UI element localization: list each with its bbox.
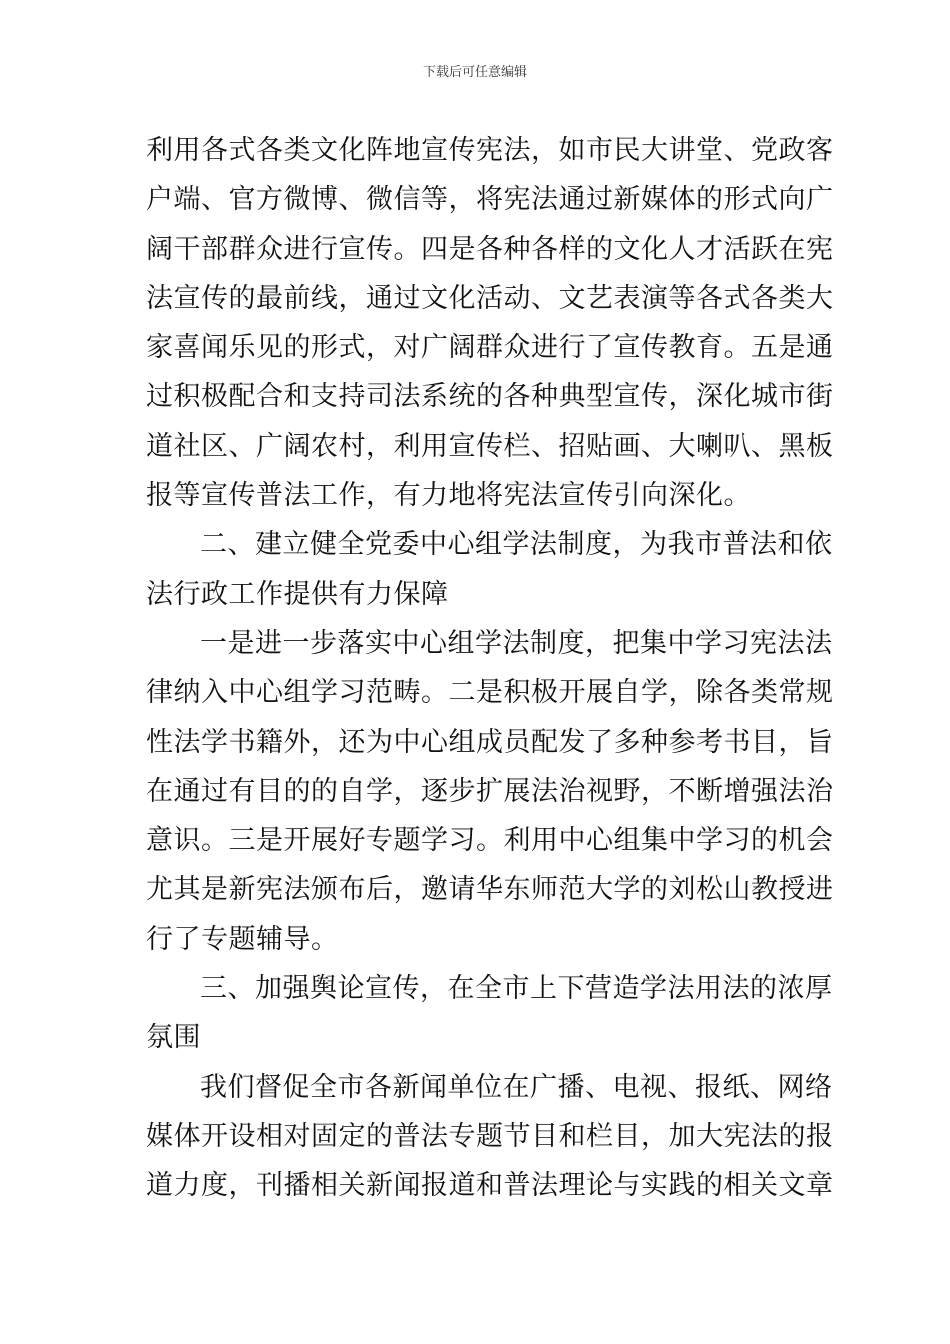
text-line: 利用各式各类文化阵地宣传宪法，如市民大讲堂、党政客 bbox=[146, 135, 834, 166]
text-line: 媒体开设相对固定的普法专题节目和栏目，加大宪法的报 bbox=[146, 1120, 834, 1152]
text-line: 性法学书籍外，还为中心组成员配发了多种参考书目，旨 bbox=[146, 726, 834, 758]
text-line: 户端、官方微博、微信等，将宪法通过新媒体的形式向广 bbox=[146, 184, 834, 216]
text-line: 二、建立健全党委中心组学法制度，为我市普法和依 bbox=[200, 529, 833, 561]
text-line: 尤其是新宪法颁布后，邀请华东师范大学的刘松山教授进 bbox=[146, 874, 834, 906]
text-line: 道社区、广阔农村，利用宣传栏、招贴画、大喇叭、黑板 bbox=[146, 430, 834, 462]
text-line: 道力度，刊播相关新闻报道和普法理论与实践的相关文章 bbox=[146, 1170, 834, 1202]
text-line: 一是进一步落实中心组学法制度，把集中学习宪法法 bbox=[200, 627, 833, 659]
text-line: 意识。三是开展好专题学习。利用中心组集中学习的机会 bbox=[146, 825, 834, 857]
text-line: 我们督促全市各新闻单位在广播、电视、报纸、网络 bbox=[200, 1071, 833, 1103]
text-line: 氛围 bbox=[146, 1022, 201, 1054]
text-line: 法行政工作提供有力保障 bbox=[146, 578, 449, 610]
text-line: 律纳入中心组学习范畴。二是积极开展自学，除各类常规 bbox=[146, 677, 834, 709]
text-line: 过积极配合和支持司法系统的各种典型宣传，深化城市街 bbox=[146, 381, 834, 413]
text-line: 报等宣传普法工作，有力地将宪法宣传引向深化。 bbox=[146, 480, 751, 512]
text-line: 家喜闻乐见的形式，对广阔群众进行了宣传教育。五是通 bbox=[146, 332, 834, 364]
text-line: 行了专题辅导。 bbox=[146, 923, 339, 955]
page-header: 下载后可任意编辑 bbox=[422, 65, 527, 80]
text-line: 在通过有目的的自学，逐步扩展法治视野，不断增强法治 bbox=[146, 775, 834, 807]
text-line: 三、加强舆论宣传，在全市上下营造学法用法的浓厚 bbox=[200, 973, 833, 1005]
text-line: 法宣传的最前线，通过文化活动、文艺表演等各式各类大 bbox=[146, 282, 834, 314]
document-body bbox=[146, 126, 834, 1211]
text-line: 阔干部群众进行宣传。四是各种各样的文化人才活跃在宪 bbox=[146, 233, 834, 265]
